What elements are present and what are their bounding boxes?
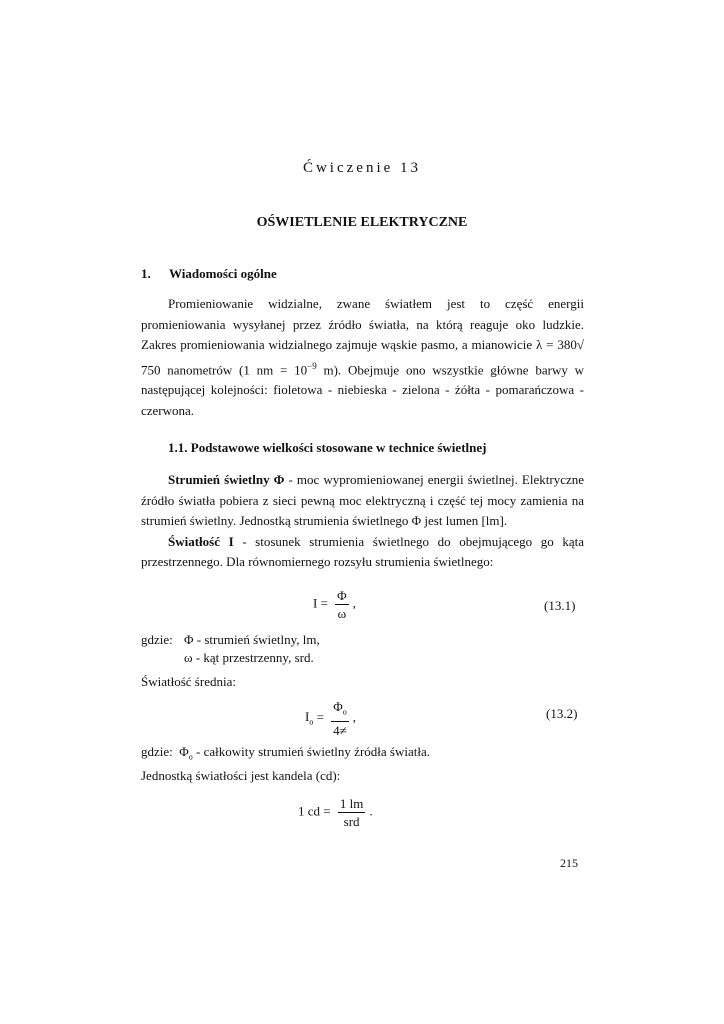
where-2-subscript: o <box>188 752 193 762</box>
page-title: OŚWIETLENIE ELEKTRYCZNE <box>256 215 468 230</box>
intro-paragraph <box>141 294 584 421</box>
eq2-num-symbol: Φ <box>333 699 343 714</box>
average-intensity-label: Światłość średnia: <box>141 674 236 689</box>
subsection-heading: 1.1. Podstawowe wielkości stosowane w technice świetlnej <box>168 440 487 455</box>
eq2-fraction <box>331 699 349 738</box>
eq3-numerator: 1 lm <box>339 796 364 811</box>
unit-label: Jednostką światłości jest kandela (cd): <box>141 768 341 783</box>
section-heading <box>141 266 277 282</box>
where-2-text: - całkowity strumień świetlny źródła światła. <box>192 744 430 759</box>
equation-13-2 <box>305 699 356 738</box>
eq2-denominator: 4≠ <box>333 722 347 738</box>
intensity-text: - stosunek strumienia świetlnego do obejmującego go kąta przestrzennego. Dla równomiernego rozsyłu strumienia świetlnego: <box>141 533 584 569</box>
page-number: 215 <box>560 856 578 870</box>
equation-13-1 <box>313 588 356 621</box>
intro-exponent: −9 <box>307 360 317 371</box>
definitions-paragraph <box>141 470 584 573</box>
flux-text: - moc wypromieniowanej energii świetlnej. Elektryczne źródło światła pobiera z sieci pewną moc elektryczną i część tej mocy zamienia na strumień świetlny. Jednostką strumienia świetlnego Φ jest lumen [lm]. <box>141 472 584 528</box>
eq3-tail: . <box>369 803 373 819</box>
eq1-numerator: Φ <box>337 588 347 603</box>
section-number: 1. <box>141 266 151 281</box>
equation-number-13-2: (13.2) <box>546 706 578 721</box>
eq1-tail: , <box>352 595 356 611</box>
where-1-prefix: gdzie: <box>141 632 173 647</box>
intro-text-2: m). Obejmuje ono wszystkie główne barwy w następującej kolejności: fioletowa - niebieska - zielona - żółta - pomarańczowa - czerwona. <box>141 361 584 418</box>
equation-candela <box>298 796 373 829</box>
section-label: Wiadomości ogólne <box>169 266 277 281</box>
eq3-lhs: 1 cd = <box>298 803 331 819</box>
eq1-fraction <box>335 588 349 621</box>
eq2-num-subscript: o <box>342 707 347 717</box>
chapter-heading: Ćwiczenie 13 <box>302 160 422 176</box>
eq2-lhs <box>305 709 314 727</box>
eq2-lhs-symbol: I <box>305 709 310 725</box>
flux-term: Strumień świetlny Φ <box>168 472 285 487</box>
equation-number-13-1: (13.1) <box>544 598 576 613</box>
eq3-denominator: srd <box>343 814 360 829</box>
eq2-numerator <box>331 699 349 722</box>
where-1-line-2: ω - kąt przestrzenny, srd. <box>184 650 314 665</box>
eq1-denominator: ω <box>337 606 347 621</box>
eq2-tail: , <box>352 709 356 725</box>
eq1-lhs: I = <box>313 595 328 611</box>
where-1-line-1: Φ - strumień świetlny, lm, <box>184 632 320 647</box>
eq2-equals: = <box>316 709 324 725</box>
where-2 <box>141 744 430 762</box>
eq3-fraction <box>338 796 365 829</box>
where-2-prefix: gdzie: <box>141 744 173 759</box>
intro-text-1: Promieniowanie widzialne, zwane światłem jest to część energii promieniowania wysyłanej przez źródło światła, na którą reaguje oko ludzkie. Zakres promieniowania widzialnego zajmuje wąskie pasmo, a mianowicie λ = 380√ 750 nanometrów (1 nm = 10 <box>141 296 584 377</box>
where-2-symbol: Φ <box>179 744 189 759</box>
eq2-lhs-subscript: o <box>309 717 314 727</box>
intensity-term: Światłość I <box>168 533 234 549</box>
